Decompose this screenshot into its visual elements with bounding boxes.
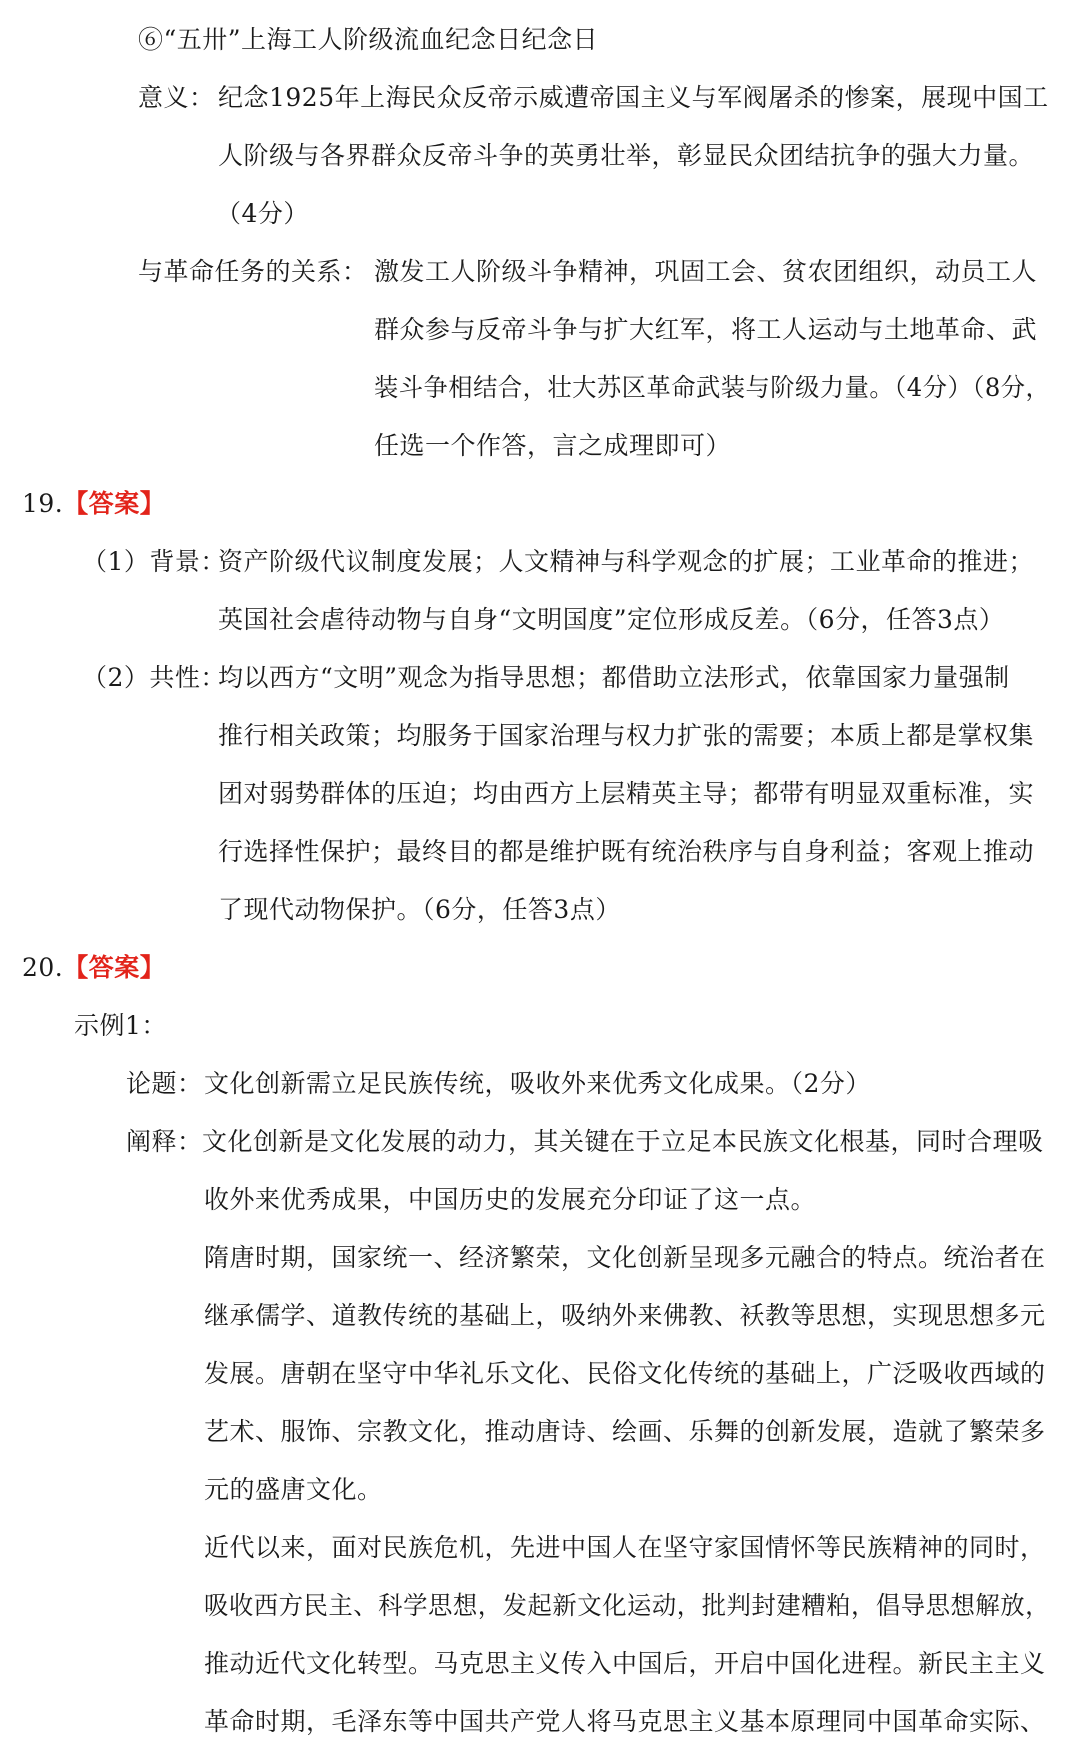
relation-line-4: 任选一个作答，言之成理即可）	[374, 431, 732, 460]
q20-explain-line-1: 文化创新是文化发展的动力，其关键在于立足本民族文化根基，同时合理吸	[202, 1127, 1044, 1156]
q20-number: 20.	[22, 953, 64, 982]
q20-explain-label: 阐释：	[126, 1127, 203, 1156]
q20-explain-line-4: 继承儒学、道教传统的基础上，吸纳外来佛教、袄教等思想，实现思想多元	[204, 1301, 1046, 1330]
q19-part2-line-2: 推行相关政策；均服务于国家治理与权力扩张的需要；本质上都是掌权集	[218, 721, 1035, 750]
q19-part2-label: （2）共性：	[82, 663, 226, 692]
q20-explain-line-2: 收外来优秀成果，中国历史的发展充分印证了这一点。	[204, 1185, 817, 1214]
q19-part1-line-1: 资产阶级代议制度发展；人文精神与科学观念的扩展；工业革命的推进；	[218, 547, 1035, 576]
relation-line-2: 群众参与反帝斗争与扩大红军，将工人运动与土地革命、武	[374, 315, 1038, 344]
q20-heading	[22, 950, 165, 986]
relation-line-1: 激发工人阶级斗争精神，巩固工会、贫农团组织，动员工人	[374, 257, 1038, 286]
q19-part2-line-1: 均以西方“文明”观念为指导思想；都借助立法形式，依靠国家力量强制	[218, 663, 1010, 692]
q19-heading	[22, 486, 165, 522]
q19-number: 19.	[22, 489, 64, 518]
q20-topic-label: 论题：	[126, 1069, 203, 1098]
q19-part1-line-2: 英国社会虐待动物与自身“文明国度”定位形成反差。（6分，任答3点）	[218, 605, 1005, 634]
q20-topic-text: 文化创新需立足民族传统，吸收外来优秀文化成果。（2分）	[204, 1069, 871, 1098]
q19-part2-line-3: 团对弱势群体的压迫；均由西方上层精英主导；都带有明显双重标准，实	[218, 779, 1035, 808]
item6-title: ⑥“五卅”上海工人阶级流血纪念日纪念日	[138, 25, 599, 54]
meaning-label: 意义：	[138, 83, 215, 112]
q19-answer-tag: 【答案】	[63, 489, 166, 518]
q20-explain-line-9: 吸收西方民主、科学思想，发起新文化运动，批判封建糟粕，倡导思想解放，	[204, 1591, 1051, 1620]
q20-answer-tag: 【答案】	[63, 953, 166, 982]
q20-explain-line-8: 近代以来，面对民族危机，先进中国人在坚守家国情怀等民族精神的同时，	[204, 1533, 1046, 1562]
q20-example-label: 示例1：	[74, 1011, 167, 1040]
q19-part2-line-4: 行选择性保护；最终目的都是维护既有统治秩序与自身利益；客观上推动	[218, 837, 1035, 866]
relation-label: 与革命任务的关系：	[138, 257, 368, 286]
q20-explain-line-7: 元的盛唐文化。	[204, 1475, 383, 1504]
q19-part2-line-5: 了现代动物保护。（6分，任答3点）	[218, 895, 621, 924]
meaning-line-2: 人阶级与各界群众反帝斗争的英勇壮举，彰显民众团结抗争的强大力量。	[218, 141, 1035, 170]
q20-explain-line-11: 革命时期，毛泽东等中国共产党人将马克思主义基本原理同中国革命实际、	[204, 1707, 1046, 1736]
relation-line-3: 装斗争相结合，壮大苏区革命武装与阶级力量。（4分）（8分，	[374, 373, 1051, 402]
q19-part1-label: （1）背景：	[82, 547, 226, 576]
meaning-line-3: （4分）	[216, 199, 309, 228]
q20-explain-line-5: 发展。唐朝在坚守中华礼乐文化、民俗文化传统的基础上，广泛吸收西域的	[204, 1359, 1046, 1388]
meaning-line-1: 纪念1925年上海民众反帝示威遭帝国主义与军阀屠杀的惨案，展现中国工	[218, 83, 1049, 112]
q20-explain-line-6: 艺术、服饰、宗教文化，推动唐诗、绘画、乐舞的创新发展，造就了繁荣多	[204, 1417, 1046, 1446]
q20-explain-line-3: 隋唐时期，国家统一、经济繁荣，文化创新呈现多元融合的特点。统治者在	[204, 1243, 1046, 1272]
q20-explain-line-10: 推动近代文化转型。马克思主义传入中国后，开启中国化进程。新民主主义	[204, 1649, 1046, 1678]
